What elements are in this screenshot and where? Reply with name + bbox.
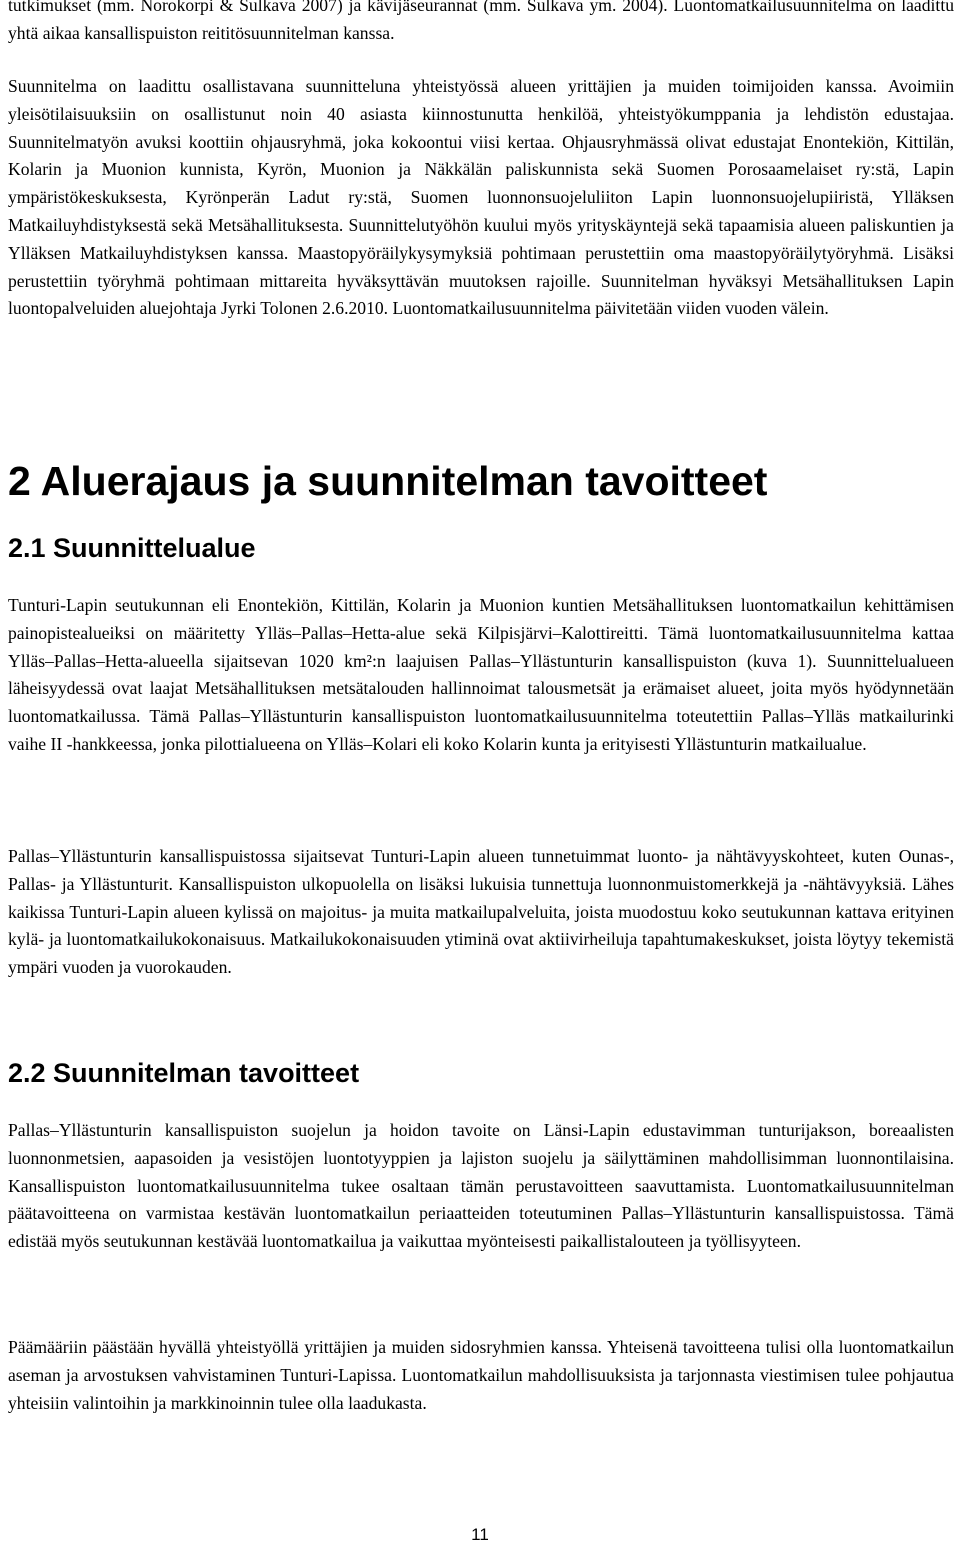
section-heading-suunnittelualue: 2.1 Suunnittelualue: [8, 533, 256, 563]
paragraph-planning-area: Tunturi-Lapin seutukunnan eli Enontekiön, Kittilän, Kolarin ja Muonion kuntien Metsähallituksen luontomatkailun kehittämisen painopistealueiksi on määritetty Ylläs–Pallas–Hetta-alue sekä Kilpisjärvi–Kalottireitti. Tämä luontomatkailusuunnitelma kattaa Ylläs–Pallas–Hetta-alueella sijaitsevan 1020 km²:n laajuisen Pallas–Yllästunturin kansallispuiston (kuva 1). Suunnittelualueen läheisyydessä ovat laajat Metsähallituksen metsätalouden hallinnoimat talousmetsät ja erämaiset alueet, joita myös hyödynnetään luontomatkailussa. Tämä Pallas–Yllästunturin kansallispuiston luontomatkailusuunnitelma toteutettiin Pallas–Ylläs matkailurinki vaihe II -hankkeessa, jonka pilottialueena on Ylläs–Kolari eli koko Kolarin kunta ja erityisesti Yllästunturin matkailualue.: [8, 595, 954, 754]
page-number: 11: [471, 1525, 489, 1544]
paragraph-planning-process: Suunnitelma on laadittu osallistavana suunnitteluna yhteistyössä alueen yrittäjien ja muiden toimijoiden kanssa. Avoimiin yleisötilaisuuksiin on osallistunut noin 40 asiasta kiinnostunutta henkilöä, yhteistyökumppania ja lehdistön edustajaa. Suunnitelmatyön avuksi koottiin ohjausryhmä, joka kokoontui viisi kertaa. Ohjausryhmässä olivat edustajat Enontekiön, Kittilän, Kolarin ja Muonion kunnista, Kyrön, Muonion ja Näkkälän paliskunnista sekä Suomen Porosaamelaiset ry:stä, Lapin ympäristökeskuksesta, Kyrönperän Ladut ry:stä, Suomen luonnonsuojeluliiton Lapin luonnonsuojelupiiristä, Ylläksen Matkailuyhdistyksestä sekä Metsähallituksesta. Suunnittelutyöhön kuului myös yrityskäyntejä sekä tapaamisia alueen paliskuntien ja Ylläksen Matkailuyhdistyksen kanssa. Maastopyöräilykysymyksiä pohtimaan perustettiin oma maastopyöräilytyöryhmä. Lisäksi perustettiin työryhmä pohtimaan mittareita hyväksyttävän muutoksen rajoille. Suunnitelman hyväksyi Metsähallituksen Lapin luontopalveluiden aluejohtaja Jyrki Tolonen 2.6.2010. Luontomatkailusuunnitelma päivitetään viiden vuoden välein.: [8, 76, 954, 319]
paragraph-cooperation: Päämääriin päästään hyvällä yhteistyöllä yrittäjien ja muiden sidosryhmien kanssa. Yhteisenä tavoitteena tulisi olla luontomatkailun aseman ja arvostuksen vahvistaminen Tunturi-Lapissa. Luontomatkailun mahdollisuuksista ja tarjonnasta viestimisen tulee pohjautua yhteisiin valintoihin ja markkinoinnin tulee olla laadukasta.: [8, 1337, 954, 1413]
paragraph-goals: Pallas–Yllästunturin kansallispuiston suojelun ja hoidon tavoite on Länsi-Lapin edustavimman tunturijakson, boreaalisten luonnonmetsien, aapasoiden ja vesistöjen luontotyyppien ja lajiston suojelu ja säilyttäminen mahdollisimman luonnontilaisina. Kansallispuiston luontomatkailusuunnitelma tukee osaltaan tämän perustavoitteen saavuttamista. Luontomatkailusuunnitelman päätavoitteena on varmistaa kestävän luontomatkailun periaatteiden toteutuminen Pallas–Yllästunturin kansallispuistossa. Tämä edistää myös seutukunnan kestävää luontomatkailua ja vaikuttaa myönteisesti paikallistalouteen ja työllisyyteen.: [8, 1120, 954, 1252]
chapter-heading: 2 Aluerajaus ja suunnitelman tavoitteet: [8, 458, 768, 504]
paragraph-intro-continuation: tutkimukset (mm. Norokorpi & Sulkava 2007) ja kävijäseurannat (mm. Sulkava ym. 2004). Luontomatkailusuunnitelma on laadittu yhtä aikaa kansallispuiston reititösuunnitelman kanssa.: [8, 0, 954, 43]
section-heading-tavoitteet: 2.2 Suunnitelman tavoitteet: [8, 1058, 360, 1088]
paragraph-attractions: Pallas–Yllästunturin kansallispuistossa sijaitsevat Tunturi-Lapin alueen tunnetuimmat luonto- ja nähtävyyskohteet, kuten Ounas-, Pallas- ja Yllästunturit. Kansallispuiston ulkopuolella on lisäksi lukuisia tunnettuja luonnonmuistomerkkejä ja -nähtävyyksiä. Lähes kaikissa Tunturi-Lapin alueen kylissä on majoitus- ja muita matkailupalveluita, joista muodostuu koko seutukunnan kattava erityinen kylä- ja luontomatkailukokonaisuus. Matkailukokonaisuuden ytiminä ovat aktiivirheiluja tapahtumakeskukset, joista löytyy tekemistä ympäri vuoden ja vuorokauden.: [8, 846, 954, 978]
